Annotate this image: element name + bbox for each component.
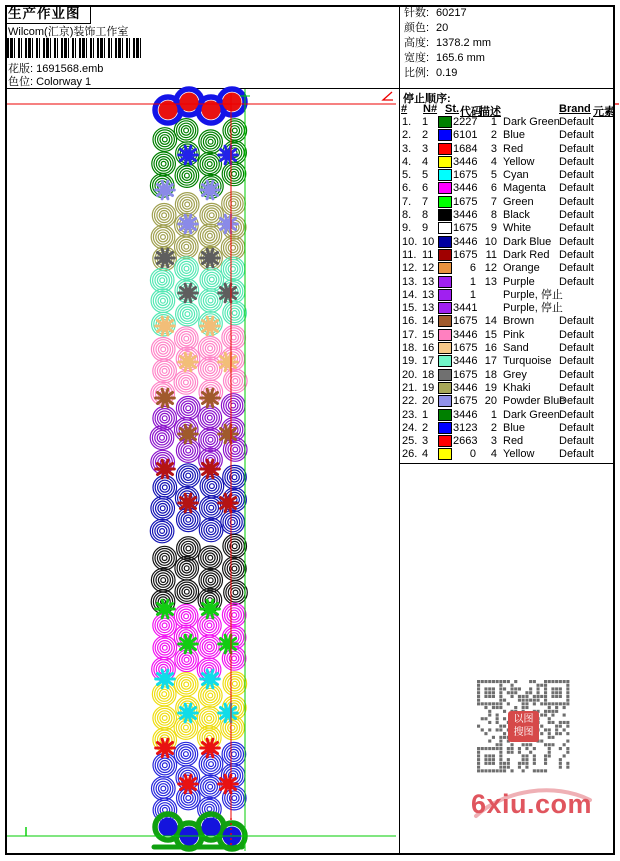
color-count: 颜色: 20 xyxy=(404,22,449,34)
pattern-value: 1691568.emb xyxy=(36,63,104,75)
stop-row: 18. 16 1675 16 Sand Default xyxy=(402,342,594,355)
color-swatch xyxy=(438,302,452,314)
color-swatch xyxy=(438,222,452,234)
col-st: St. xyxy=(445,103,460,115)
stop-row: 26. 4 0 4 Yellow Default xyxy=(402,448,594,461)
stop-row: 9. 9 1675 9 White Default xyxy=(402,222,594,235)
stop-row: 23. 1 3446 1 Dark Green Default xyxy=(402,408,594,421)
color-swatch xyxy=(438,249,452,261)
studio-name: Wilcom(汇京)装饰工作室 xyxy=(8,26,129,38)
stop-row: 22. 20 1675 20 Powder Blue Default xyxy=(402,395,594,408)
color-swatch xyxy=(438,209,452,221)
color-swatch xyxy=(438,276,452,288)
color-swatch xyxy=(438,289,452,301)
color-swatch xyxy=(438,355,452,367)
color-swatch xyxy=(438,382,452,394)
stop-row: 12. 12 6 12 Orange Default xyxy=(402,262,594,275)
color-swatch xyxy=(438,342,452,354)
stop-row: 5. 5 1675 5 Cyan Default xyxy=(402,169,594,182)
color-swatch xyxy=(438,409,452,421)
col-elem: 元素 xyxy=(593,106,615,118)
header-divider xyxy=(5,88,615,89)
qr-stamp: 以图 搜图 xyxy=(508,711,539,742)
color-swatch xyxy=(438,435,452,447)
color-swatch xyxy=(438,329,452,341)
stop-sequence-rows xyxy=(399,116,615,462)
color-swatch xyxy=(438,169,452,181)
col-seq: # xyxy=(401,103,408,115)
barcode xyxy=(7,38,143,58)
stop-row: 14. 13 1 Purple, 停止 xyxy=(402,288,563,301)
stop-row: 2. 2 6101 2 Blue Default xyxy=(402,129,594,142)
stitch-count: 针数: 60217 xyxy=(404,7,467,19)
stop-row: 16. 14 1675 14 Brown Default xyxy=(402,315,594,328)
colorway-line xyxy=(8,73,91,89)
col-brand: Brand xyxy=(559,103,591,115)
colorway-value: Colorway 1 xyxy=(36,76,92,88)
design-width: 宽度: 165.6 mm xyxy=(404,52,485,64)
watermark-text: 6xiu.com xyxy=(471,789,593,819)
design-height: 高度: 1378.2 mm xyxy=(404,37,492,49)
color-swatch xyxy=(438,236,452,248)
color-swatch xyxy=(438,448,452,460)
stop-row: 25. 3 2663 3 Red Default xyxy=(402,435,594,448)
stop-row: 20. 18 1675 18 Grey Default xyxy=(402,368,594,381)
stop-row: 4. 4 3446 4 Yellow Default xyxy=(402,155,594,168)
design-stats xyxy=(404,6,491,81)
color-swatch xyxy=(438,116,452,128)
stop-row: 24. 2 3123 2 Blue Default xyxy=(402,421,594,434)
stop-row: 7. 7 1675 7 Green Default xyxy=(402,195,594,208)
stop-row: 10. 10 3446 10 Dark Blue Default xyxy=(402,235,594,248)
stop-row: 15. 13 3441 Purple, 停止 xyxy=(402,302,563,315)
col-n: N# xyxy=(423,103,438,115)
color-swatch xyxy=(438,182,452,194)
pattern-label: 花版: xyxy=(8,63,34,75)
stop-row: 19. 17 3446 17 Turquoise Default xyxy=(402,355,594,368)
color-swatch xyxy=(438,196,452,208)
stop-row: 13. 13 1 13 Purple Default xyxy=(402,275,594,288)
stop-row: 6. 6 3446 6 Magenta Default xyxy=(402,182,594,195)
col-desc: 描述 xyxy=(479,106,501,118)
stop-row: 17. 15 3446 15 Pink Default xyxy=(402,328,594,341)
page-title: 生产作业图 xyxy=(7,7,91,24)
design-scale: 比例: 0.19 xyxy=(404,67,458,79)
stop-row: 3. 3 1684 3 Red Default xyxy=(402,142,594,155)
color-swatch xyxy=(438,315,452,327)
stop-row: 8. 8 3446 8 Black Default xyxy=(402,209,594,222)
stop-row: 21. 19 3446 19 Khaki Default xyxy=(402,381,594,394)
col-code: 代码 xyxy=(460,106,482,118)
color-swatch xyxy=(438,369,452,381)
stop-row: 1. 1 2227 1 Dark Green Default xyxy=(402,116,594,128)
color-swatch xyxy=(438,143,452,155)
stop-sequence-title: 停止顺序: xyxy=(403,93,451,105)
color-swatch xyxy=(438,422,452,434)
stop-row: 11. 11 1675 11 Dark Red Default xyxy=(402,248,594,261)
color-swatch xyxy=(438,129,452,141)
colorway-label: 色位: xyxy=(8,76,34,88)
color-swatch xyxy=(438,395,452,407)
color-swatch xyxy=(438,262,452,274)
color-swatch xyxy=(438,156,452,168)
stop-sequence-header xyxy=(399,103,615,116)
